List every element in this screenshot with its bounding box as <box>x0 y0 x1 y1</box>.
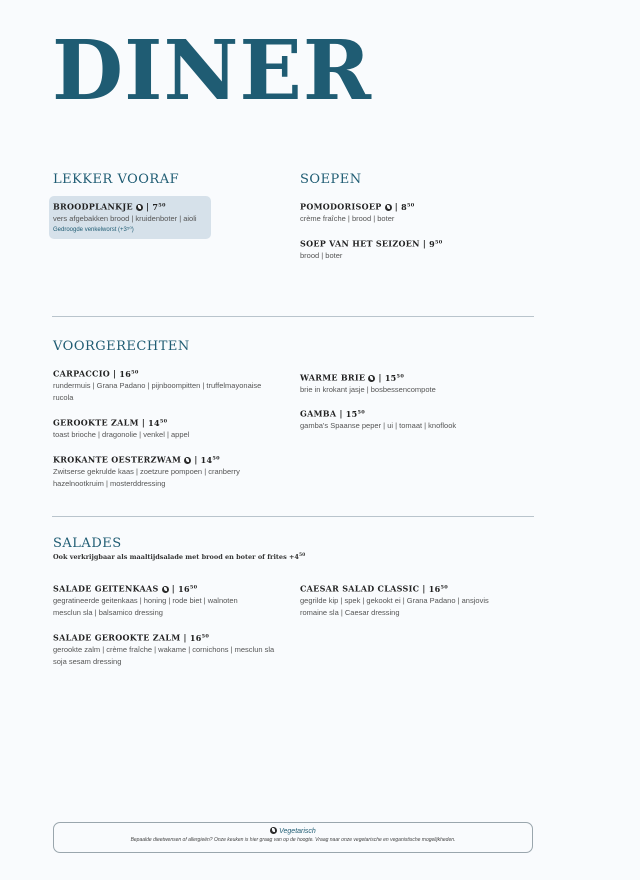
menu-item-oesterzwam: KROKANTE OESTERZWAM | $14^{50}$ Zwitserse gekrulde kaas | zoetzure pompoen | cranberry hazelnootkruim | mosterddressing <box>53 452 293 490</box>
item-price-cents: 50 <box>212 455 220 461</box>
item-name: SALADE GEROOKTE ZALM <box>53 632 181 643</box>
item-description: romaine sla | Caesar dressing <box>300 607 400 617</box>
item-price-cents: 50 <box>406 202 415 208</box>
item-description: Zwitserse gekrulde kaas | zoetzure pompoen | cranberry <box>53 466 240 476</box>
item-description: hazelnootkruim | mosterddressing <box>53 478 166 488</box>
item-price-cents: 50 <box>440 584 449 590</box>
item-description: toast brioche | dragonolie | venkel | appel <box>53 429 190 439</box>
item-name: KROKANTE OESTERZWAM <box>53 454 182 465</box>
menu-item-warme-brie: WARME BRIE | $15^{50}$ brie in krokant jasje | bosbessencompote <box>300 370 540 396</box>
item-description: mesclun sla | balsamico dressing <box>53 607 163 617</box>
item-price-cents: 50 <box>189 584 198 590</box>
item-price: 14 <box>148 417 160 428</box>
item-price: 7 <box>152 201 159 212</box>
menu-item-salade-gerookte-zalm: SALADE GEROOKTE ZALM | $16^{50}$ gerookte zalm | crème fraîche | wakame | cornichons | mesclun sla soja sesam dressing <box>53 630 293 668</box>
footer-legend <box>54 827 532 835</box>
note-text: Ook verkrijgbaar als maaltijdsalade met brood en boter of frites +4 <box>53 553 299 562</box>
item-price-cents: 50 <box>158 202 166 208</box>
vegetarian-leaf-icon <box>162 586 169 593</box>
item-name: GEROOKTE ZALM <box>53 417 139 428</box>
section-title-vooraf: LEKKER VOORAF <box>53 172 180 187</box>
salades-note <box>53 553 305 561</box>
item-name: SALADE GEITENKAAS <box>53 583 159 594</box>
note-cents: 50 <box>298 553 306 558</box>
item-description: gegratineerde geitenkaas | honing | rode biet | walnoten <box>53 595 238 605</box>
item-price: 9 <box>429 238 436 249</box>
menu-item-pomodorisoep: POMODORISOEP | $8^{50}$ crème fraîche | brood | boter <box>300 199 540 225</box>
menu-item-soep-seizoen: SOEP VAN HET SEIZOEN | $9^{50}$ brood | boter <box>300 236 540 262</box>
menu-item-carpaccio: CARPACCIO | $16^{50}$ rundermuis | Grana Padano | pijnboompitten | truffelmayonaise rucola <box>53 366 293 404</box>
section-title-salades: SALADES <box>53 536 122 551</box>
item-name: BROODPLANKJE <box>53 201 133 212</box>
item-description: soja sesam dressing <box>53 656 122 666</box>
item-price-cents: 50 <box>201 633 210 639</box>
item-name: CAESAR SALAD CLASSIC <box>300 583 420 594</box>
item-description: rundermuis | Grana Padano | pijnboompitten | truffelmayonaise <box>53 380 262 390</box>
footer-box <box>53 822 533 853</box>
menu-item-caesar-salad: CAESAR SALAD CLASSIC | $16^{50}$ gegrilde kip | spek | gekookt ei | Grana Padano | ansjovis romaine sla | Caesar dressing <box>300 581 540 619</box>
menu-item-gerookte-zalm: GEROOKTE ZALM | $14^{50}$ toast brioche | dragonolie | venkel | appel <box>53 415 293 441</box>
menu-item-gamba: GAMBA | $15^{50}$ gamba's Spaanse peper | ui | tomaat | knoflook <box>300 406 540 432</box>
item-name: WARME BRIE <box>300 372 366 383</box>
item-name: SOEP VAN HET SEIZOEN <box>300 238 420 249</box>
item-price-cents: 50 <box>159 418 168 424</box>
item-description: gerookte zalm | crème fraîche | wakame | cornichons | mesclun sla <box>53 644 275 654</box>
item-description: crème fraîche | brood | boter <box>300 213 395 223</box>
item-name: GAMBA <box>300 408 337 419</box>
section-divider <box>52 316 534 317</box>
menu-item-salade-geitenkaas: SALADE GEITENKAAS | $16^{50}$ gegratineerde geitenkaas | honing | rode biet | walnoten mesclun sla | balsamico dressing <box>53 581 293 619</box>
menu-item-broodplankje: BROODPLANKJE | $7^{50}$ vers afgebakken brood | kruidenboter | aioli Gedroogde venkelworst (+3⁵⁰) <box>53 199 293 236</box>
page-title: DINER <box>52 23 373 119</box>
item-description: gegrilde kip | spek | gekookt ei | Grana Padano | ansjovis <box>300 595 489 605</box>
item-extra: Gedroogde venkelworst (+3⁵⁰) <box>53 226 134 233</box>
item-description: brie in krokant jasje | bosbessencompote <box>300 384 436 394</box>
legend-label: Vegetarisch <box>279 828 316 835</box>
item-price-cents: 50 <box>131 369 139 375</box>
item-price: 16 <box>119 368 132 379</box>
item-price: 8 <box>401 201 407 212</box>
item-price-cents: 50 <box>357 409 366 415</box>
vegetarian-leaf-icon <box>385 204 392 211</box>
section-title-voorgerechten: VOORGERECHTEN <box>53 339 190 354</box>
item-price: 15 <box>384 372 397 383</box>
item-price: 15 <box>345 408 358 419</box>
item-price-cents: 50 <box>435 239 443 245</box>
item-description: rucola <box>53 392 74 402</box>
item-price-cents: 50 <box>396 373 405 379</box>
item-price: 16 <box>428 583 441 594</box>
vegetarian-leaf-icon <box>136 204 143 211</box>
item-price: 14 <box>200 454 213 465</box>
vegetarian-leaf-icon <box>368 375 375 382</box>
footer-note: Bepaalde dieetwensen of allergieën? Onze keuken is hier graag van op de hoogte. Vraag naar onze vegetarische en veganistische mogelijkheden. <box>130 837 456 843</box>
item-price: 16 <box>189 632 202 643</box>
vegetarian-leaf-icon <box>270 827 277 834</box>
item-name: CARPACCIO <box>53 368 111 379</box>
section-divider <box>52 516 534 517</box>
section-title-soepen: SOEPEN <box>300 172 362 187</box>
item-description: vers afgebakken brood | kruidenboter | aioli <box>53 213 197 223</box>
item-description: brood | boter <box>300 250 343 260</box>
item-description: gamba's Spaanse peper | ui | tomaat | knoflook <box>300 420 457 430</box>
item-name: POMODORISOEP <box>300 201 382 212</box>
item-price: 16 <box>178 583 190 594</box>
vegetarian-leaf-icon <box>184 457 191 464</box>
